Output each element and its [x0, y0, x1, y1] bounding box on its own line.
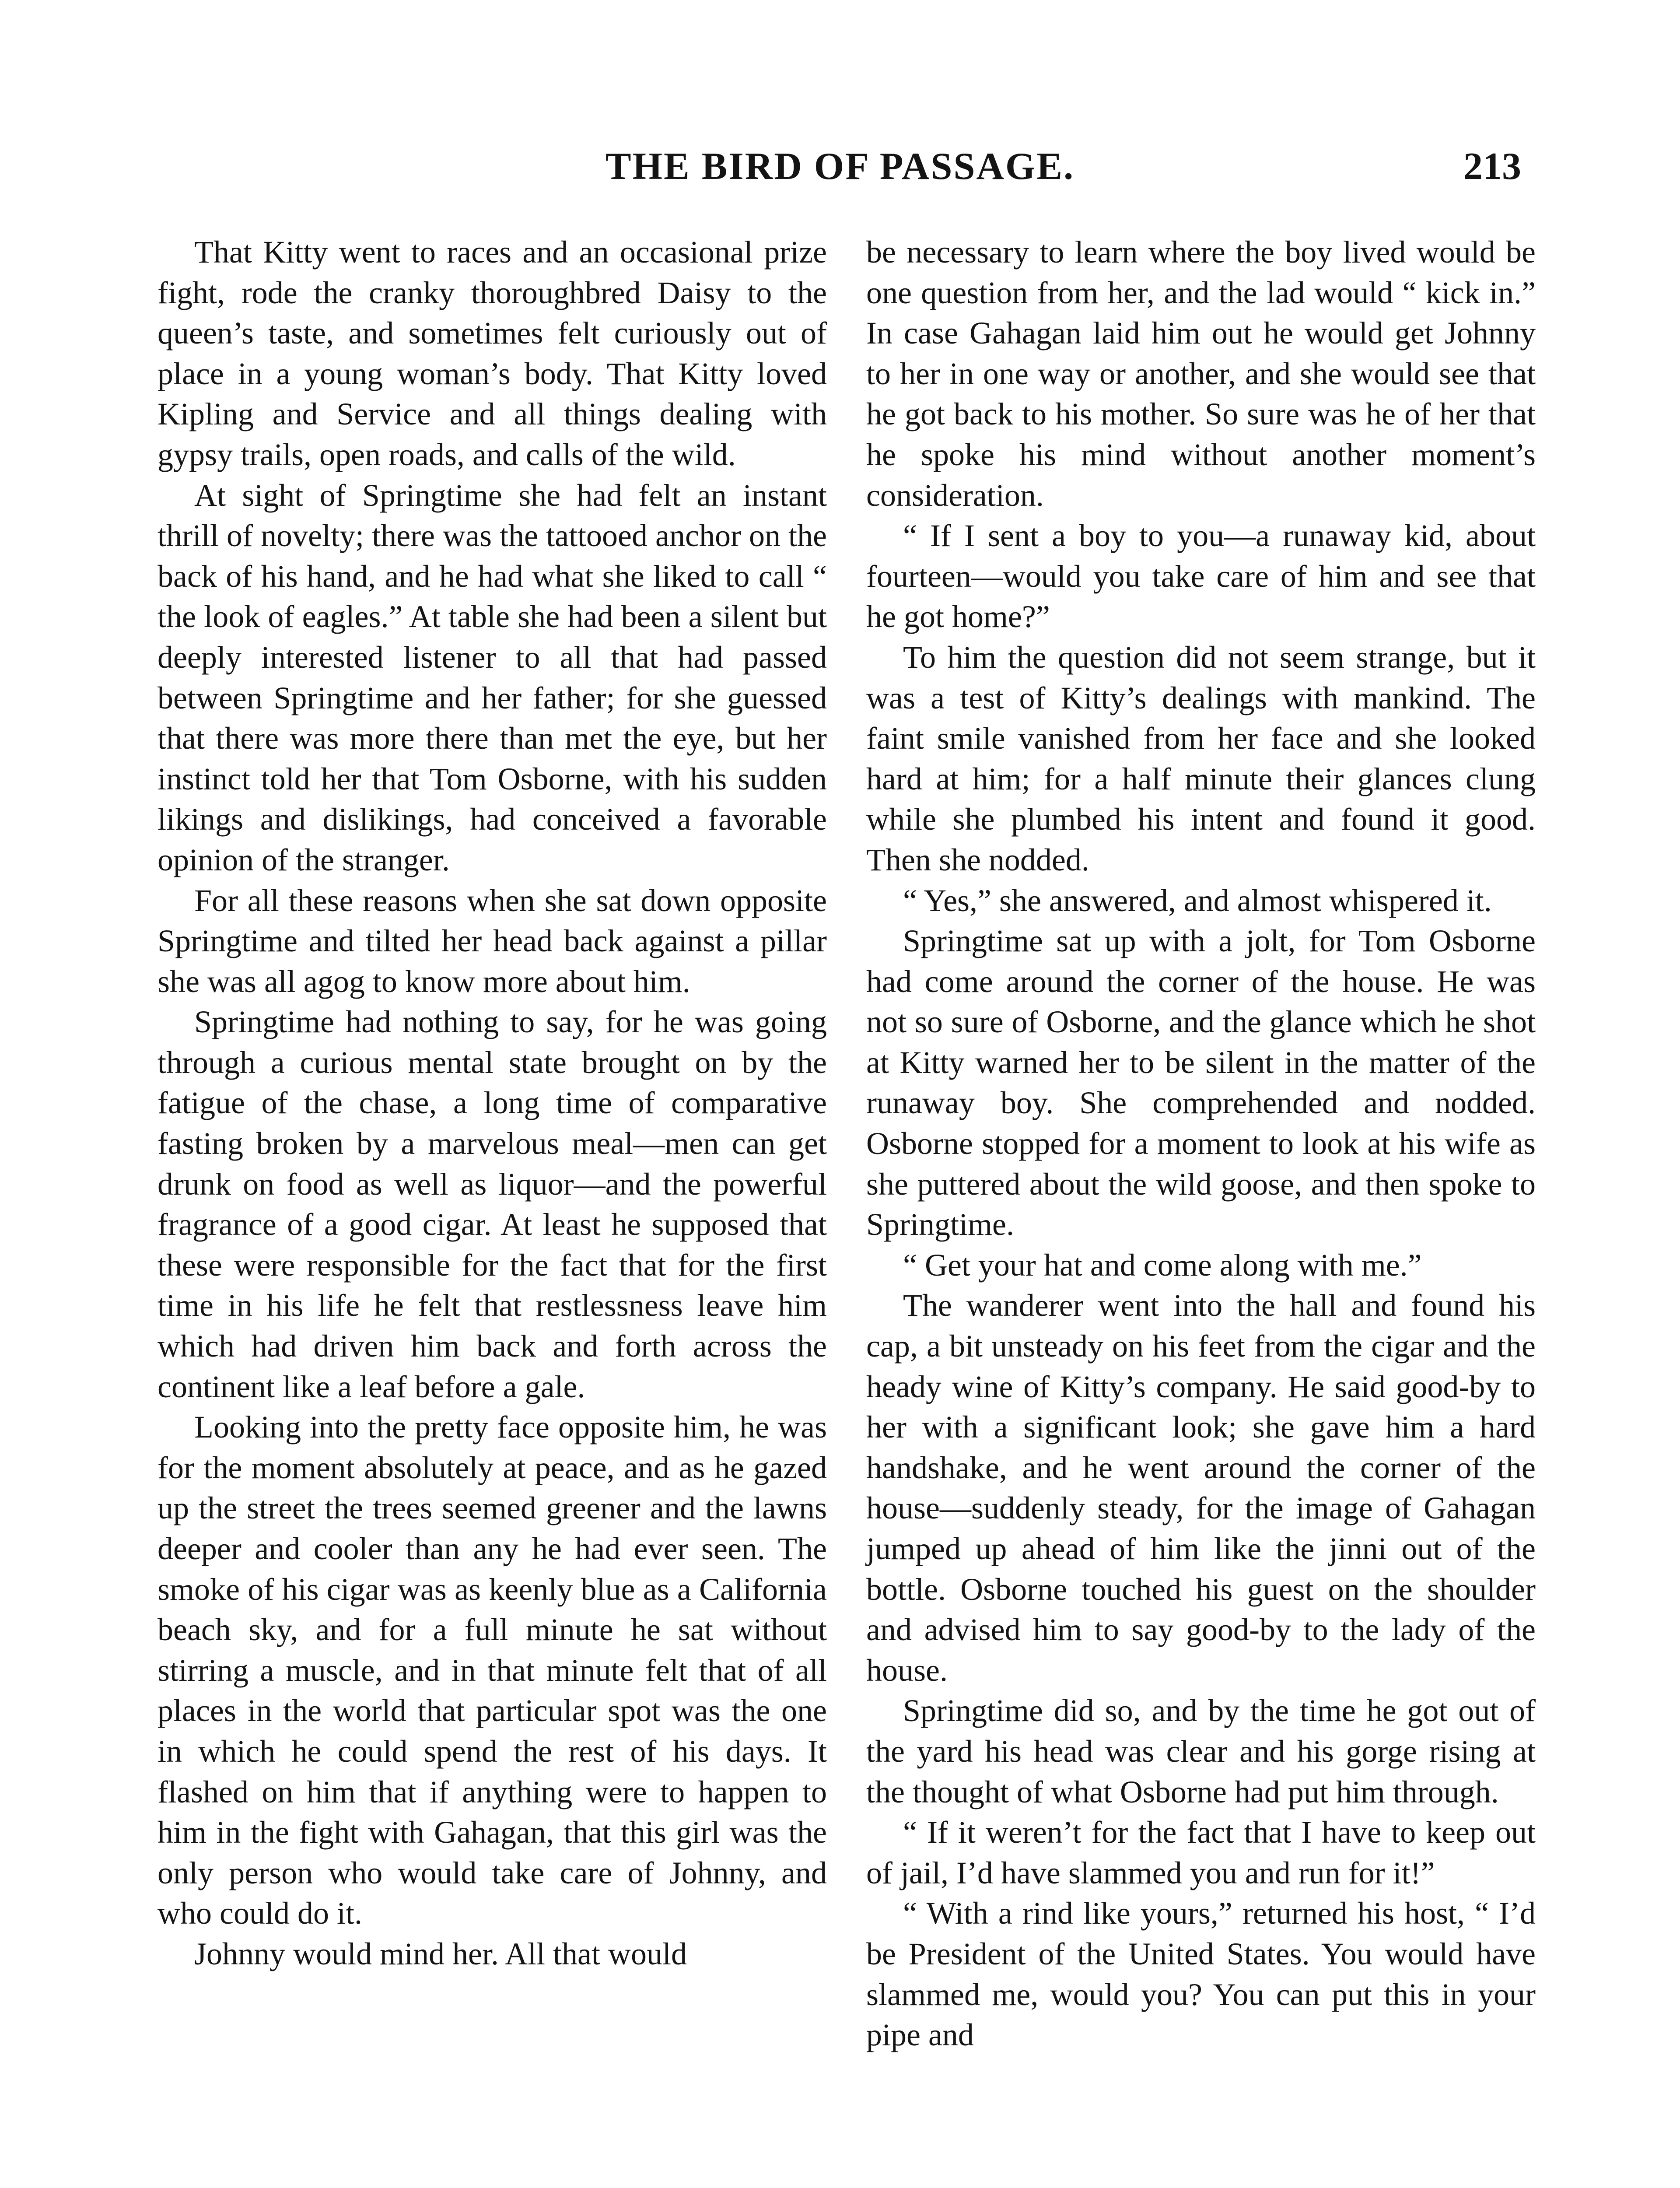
paragraph: “ Get your hat and come along with me.”	[903, 1247, 1422, 1283]
paragraph: To him the question did not seem strange, but it was a test of Kitty’s dealings with mankind. The faint smile vanished from her face and she looked hard at him; for a half minute their glances clung while she plumbed his intent and found it good. Then she nodded.	[866, 639, 1536, 877]
page-number: 213	[1463, 145, 1521, 188]
paragraph: At sight of Springtime she had felt an instant thrill of novelty; there was the tattooed anchor on the back of his hand, and he had what she liked to call “ the look of eagles.” At table she had been a silent but deeply interested listener to all that had passed between Springtime and her father; for she guessed that there was more there than met the eye, but her instinct told her that Tom Osborne, with his sudden likings and dislikings, had conceived a favorable opinion of the stranger.	[158, 477, 827, 877]
paragraph: “ If it weren’t for the fact that I have to keep out of jail, I’d have slammed you and run for it!”	[866, 1815, 1536, 1890]
paragraph: “ If I sent a boy to you—a runaway kid, about fourteen—would you take care of him and see that he got home?”	[866, 518, 1536, 635]
running-title: THE BIRD OF PASSAGE.	[605, 145, 1075, 188]
text-column-right	[866, 232, 1536, 2055]
paragraph: For all these reasons when she sat down opposite Springtime and tilted her head back against a pillar she was all agog to know more about him.	[158, 883, 827, 999]
paragraph: Springtime had nothing to say, for he was going through a curious mental state brought on by the fatigue of the chase, a long time of comparative fasting broken by a marvelous meal—men can get drunk on food as well as liquor—and the powerful fragrance of a good cigar. At least he supposed that these were responsible for the fact that for the first time in his life he felt that restlessness leave him which had driven him back and forth across the continent like a leaf before a gale.	[158, 1004, 827, 1404]
text-column-left	[158, 232, 827, 1974]
paragraph: Johnny would mind her. All that would	[194, 1936, 687, 1971]
paragraph: Springtime sat up with a jolt, for Tom Osborne had come around the corner of the house. He was not so sure of Osborne, and the glance which he shot at Kitty warned her to be silent in the matter of the runaway boy. She comprehended and nodded. Osborne stopped for a moment to look at his wife as she puttered about the wild goose, and then spoke to Springtime.	[866, 923, 1536, 1242]
paragraph: That Kitty went to races and an occasional prize fight, rode the cranky thoroughbred Daisy to the queen’s taste, and sometimes felt curiously out of place in a young woman’s body. That Kitty loved Kipling and Service and all things dealing with gypsy trails, open roads, and calls of the wild.	[158, 235, 827, 472]
paragraph: Looking into the pretty face opposite him, he was for the moment absolutely at peace, and as he gazed up the street the trees seemed greener and the lawns deeper and cooler than any he had ever seen. The smoke of his cigar was as keenly blue as a California beach sky, and for a full minute he sat without stirring a muscle, and in that minute felt that of all places in the world that particular spot was the one in which he could spend the rest of his days. It flashed on him that if anything were to happen to him in the fight with Gahagan, that this girl was the only person who would take care of Johnny, and who could do it.	[158, 1410, 827, 1931]
paragraph: Springtime did so, and by the time he got out of the yard his head was clear and his gorge rising at the thought of what Osborne had put him through.	[866, 1693, 1536, 1809]
paragraph: The wanderer went into the hall and found his cap, a bit unsteady on his feet from the cigar and the heady wine of Kitty’s company. He said good-by to her with a significant look; she gave him a hard handshake, and he went around the corner of the house—suddenly steady, for the image of Gahagan jumped up ahead of him like the jinni out of the bottle. Osborne touched his guest on the shoulder and advised him to say good-by to the lady of the house.	[866, 1288, 1536, 1688]
paragraph: “ Yes,” she answered, and almost whispered it.	[903, 883, 1492, 918]
paragraph-continued: be necessary to learn where the boy lived would be one question from her, and the lad would “ kick in.” In case Gahagan laid him out he would get Johnny to her in one way or another, and she would see that he got back to his mother. So sure was he of her that he spoke his mind without another moment’s consideration.	[866, 235, 1536, 513]
paragraph: “ With a rind like yours,” returned his host, “ I’d be President of the United States. You would have slammed me, would you? You can put this in your pipe and	[866, 1896, 1536, 2053]
page-header	[0, 144, 1680, 201]
